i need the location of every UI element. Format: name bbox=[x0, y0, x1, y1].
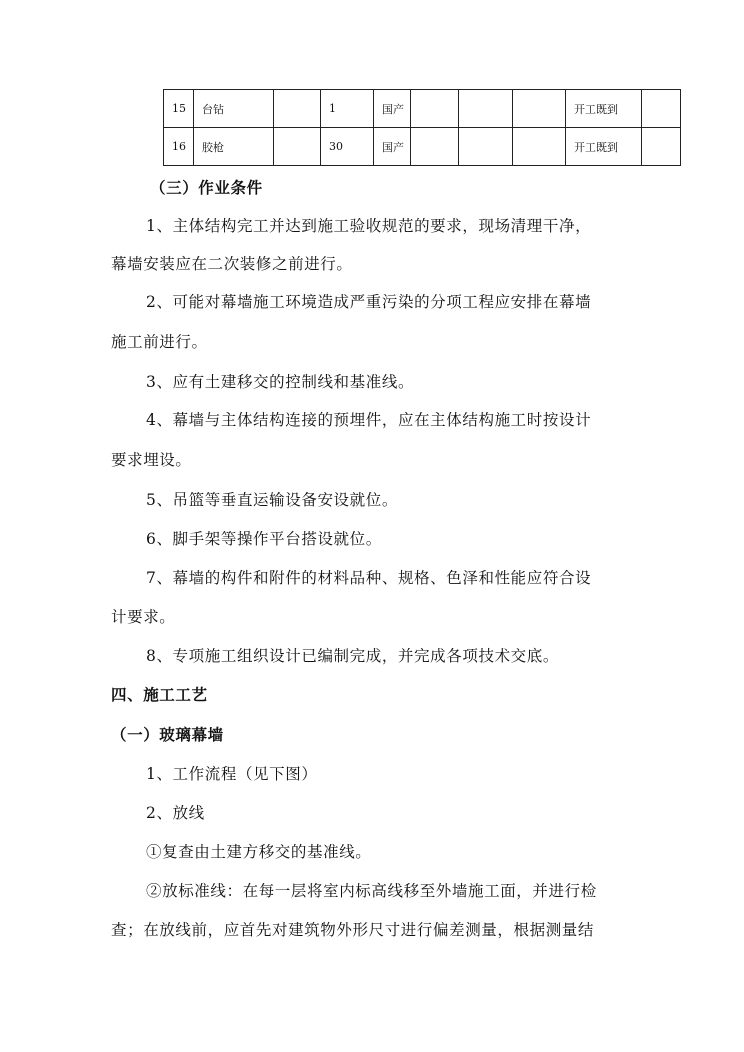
paragraph-line: 3、应有土建移交的控制线和基准线。 bbox=[146, 373, 415, 391]
paragraph-line: 幕墙安装应在二次装修之前进行。 bbox=[111, 255, 353, 273]
cell-blank bbox=[513, 90, 566, 128]
paragraph-line: 计要求。 bbox=[111, 608, 176, 626]
section-heading-process: 四、施工工艺 bbox=[111, 686, 208, 704]
cell-status: 开工既到 bbox=[566, 128, 642, 166]
paragraph-line: 5、吊篮等垂直运输设备安设就位。 bbox=[146, 491, 398, 509]
paragraph-line: 查；在放线前，应首先对建筑物外形尺寸进行偏差测量，根据测量结 bbox=[111, 921, 595, 939]
cell-qty: 30 bbox=[321, 128, 374, 166]
cell-blank bbox=[513, 128, 566, 166]
cell-blank bbox=[411, 90, 459, 128]
section-heading-glass-curtain-wall: （一）玻璃幕墙 bbox=[111, 726, 224, 744]
paragraph-line: 2、放线 bbox=[146, 804, 205, 822]
cell-no: 15 bbox=[164, 90, 194, 128]
paragraph-line: ①复查由土建方移交的基准线。 bbox=[146, 843, 372, 861]
cell-status: 开工既到 bbox=[566, 90, 642, 128]
cell-blank bbox=[642, 90, 681, 128]
cell-qty: 1 bbox=[321, 90, 374, 128]
cell-origin: 国产 bbox=[374, 128, 411, 166]
table-row bbox=[164, 128, 681, 166]
cell-origin: 国产 bbox=[374, 90, 411, 128]
cell-name: 台钻 bbox=[194, 90, 274, 128]
paragraph-line: ②放标准线：在每一层将室内标高线移至外墙施工面，并进行检 bbox=[146, 882, 597, 900]
paragraph-line: 8、专项施工组织设计已编制完成，并完成各项技术交底。 bbox=[146, 647, 559, 665]
cell-blank bbox=[411, 128, 459, 166]
cell-blank bbox=[274, 90, 321, 128]
paragraph-line: 7、幕墙的构件和附件的材料品种、规格、色泽和性能应符合设 bbox=[146, 569, 592, 587]
cell-blank bbox=[274, 128, 321, 166]
section-heading-conditions: （三）作业条件 bbox=[150, 179, 263, 197]
cell-blank bbox=[459, 90, 513, 128]
cell-blank bbox=[642, 128, 681, 166]
paragraph-line: 1、工作流程（见下图） bbox=[146, 765, 318, 783]
paragraph-line: 要求埋设。 bbox=[111, 451, 192, 469]
paragraph-line: 1、主体结构完工并达到施工验收规范的要求，现场清理干净， bbox=[146, 217, 592, 235]
paragraph-line: 4、幕墙与主体结构连接的预埋件，应在主体结构施工时按设计 bbox=[146, 411, 592, 429]
table-row bbox=[164, 90, 681, 128]
cell-no: 16 bbox=[164, 128, 194, 166]
cell-name: 胶枪 bbox=[194, 128, 274, 166]
cell-blank bbox=[459, 128, 513, 166]
paragraph-line: 施工前进行。 bbox=[111, 333, 208, 351]
paragraph-line: 6、脚手架等操作平台搭设就位。 bbox=[146, 530, 382, 548]
equipment-table bbox=[163, 89, 681, 166]
paragraph-line: 2、可能对幕墙施工环境造成严重污染的分项工程应安排在幕墙 bbox=[146, 293, 592, 311]
